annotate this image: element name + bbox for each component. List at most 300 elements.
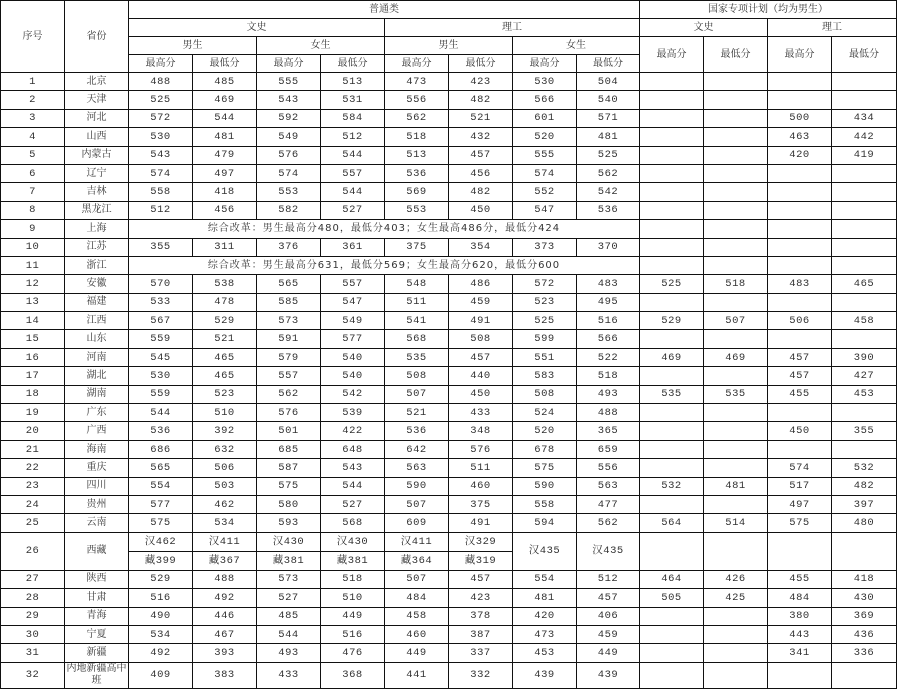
split-score: 汉411 [400, 535, 433, 548]
score-cell: 441 [385, 662, 449, 688]
header-arts-female: 女生 [257, 37, 385, 55]
row-number: 28 [1, 589, 65, 607]
header-min: 最低分 [193, 55, 257, 73]
row-number: 20 [1, 422, 65, 440]
special-score-cell: 380 [768, 607, 832, 625]
table-body [1, 73, 897, 689]
row-number: 11 [1, 256, 65, 274]
table-row [1, 293, 897, 311]
score-cell: 573 [257, 312, 321, 330]
score-cell: 590 [513, 477, 577, 495]
row-number: 24 [1, 495, 65, 513]
score-cell: 562 [577, 164, 640, 182]
score-cell: 545 [129, 348, 193, 366]
score-cell: 439 [577, 662, 640, 688]
province-name: 西藏 [65, 532, 129, 570]
special-score-cell [832, 662, 897, 688]
province-name: 甘肃 [65, 589, 129, 607]
score-cell: 574 [257, 164, 321, 182]
score-cell: 648 [321, 440, 385, 458]
score-cell: 522 [577, 348, 640, 366]
score-cell: 409 [129, 662, 193, 688]
special-score-cell: 505 [640, 589, 704, 607]
score-cell: 450 [449, 201, 513, 219]
row-number: 4 [1, 128, 65, 146]
special-score-cell [640, 183, 704, 201]
score-cell: 491 [449, 514, 513, 532]
table-row [1, 459, 897, 477]
score-cell: 536 [129, 422, 193, 440]
special-score-cell: 336 [832, 644, 897, 662]
score-cell: 332 [449, 662, 513, 688]
score-cell: 685 [257, 440, 321, 458]
special-score-cell [768, 164, 832, 182]
score-cell: 507 [385, 570, 449, 588]
score-cell: 439 [513, 662, 577, 688]
score-cell: 510 [193, 404, 257, 422]
score-cell: 543 [257, 91, 321, 109]
score-cell: 547 [321, 293, 385, 311]
special-score-cell [704, 367, 768, 385]
special-score-cell: 575 [768, 514, 832, 532]
split-score: 汉462 [144, 535, 177, 548]
table-row [1, 422, 897, 440]
score-cell: 562 [257, 385, 321, 403]
header-special-arts-max: 最高分 [640, 37, 704, 73]
score-cell: 311 [193, 238, 257, 256]
special-score-cell [704, 644, 768, 662]
score-cell: 457 [449, 570, 513, 588]
header-special-arts-min: 最低分 [704, 37, 768, 73]
score-cell: 543 [321, 459, 385, 477]
score-cell: 488 [129, 73, 193, 91]
special-score-cell: 482 [832, 477, 897, 495]
row-number: 27 [1, 570, 65, 588]
header-special-arts: 文史 [640, 19, 768, 37]
score-cell: 481 [193, 128, 257, 146]
table-row [1, 183, 897, 201]
table-row [1, 385, 897, 403]
score-cell: 376 [257, 238, 321, 256]
table-row [1, 109, 897, 127]
score-cell: 378 [449, 607, 513, 625]
score-cell: 642 [385, 440, 449, 458]
score-cell: 520 [513, 128, 577, 146]
score-cell: 552 [513, 183, 577, 201]
score-cell: 423 [449, 589, 513, 607]
table-row [1, 348, 897, 366]
special-score-cell [640, 404, 704, 422]
split-score: 汉430 [336, 535, 369, 548]
score-cell: 544 [129, 404, 193, 422]
table-row [1, 440, 897, 458]
score-cell: 457 [449, 146, 513, 164]
header-arts-male: 男生 [129, 37, 257, 55]
score-cell: 495 [577, 293, 640, 311]
special-score-cell [640, 109, 704, 127]
special-score-cell [704, 146, 768, 164]
score-cell: 512 [129, 201, 193, 219]
score-cell: 587 [257, 459, 321, 477]
score-cell: 482 [449, 183, 513, 201]
score-cell: 365 [577, 422, 640, 440]
special-score-cell [768, 532, 832, 570]
table-row [1, 662, 897, 688]
score-cell: 478 [193, 293, 257, 311]
score-cell: 535 [385, 348, 449, 366]
header-science-male: 男生 [385, 37, 513, 55]
score-cell: 533 [129, 293, 193, 311]
special-score-cell [768, 440, 832, 458]
table-row [1, 220, 897, 238]
score-cell: 518 [577, 367, 640, 385]
score-cell: 525 [129, 91, 193, 109]
split-score: 藏367 [193, 551, 256, 570]
special-score-cell [832, 440, 897, 458]
score-cell: 465 [193, 367, 257, 385]
row-number: 6 [1, 164, 65, 182]
special-score-cell [640, 662, 704, 688]
score-cell: 530 [513, 73, 577, 91]
score-cell: 481 [513, 589, 577, 607]
score-cell: 574 [129, 164, 193, 182]
score-cell: 575 [257, 477, 321, 495]
score-cell: 456 [449, 164, 513, 182]
score-cell: 582 [257, 201, 321, 219]
special-score-cell [832, 256, 897, 274]
score-cell: 565 [129, 459, 193, 477]
table-row [1, 477, 897, 495]
score-cell: 433 [257, 662, 321, 688]
special-score-cell [832, 91, 897, 109]
special-score-cell: 436 [832, 625, 897, 643]
score-cell: 523 [513, 293, 577, 311]
special-score-cell: 507 [704, 312, 768, 330]
special-score-cell [704, 607, 768, 625]
split-score: 藏381 [257, 551, 320, 570]
score-cell: 557 [321, 164, 385, 182]
score-cell: 536 [577, 201, 640, 219]
score-cell: 576 [257, 404, 321, 422]
score-cell: 432 [449, 128, 513, 146]
score-cell: 460 [449, 477, 513, 495]
province-name: 上海 [65, 220, 129, 238]
special-score-cell: 518 [704, 275, 768, 293]
score-cell: 576 [257, 146, 321, 164]
score-cell: 527 [257, 589, 321, 607]
score-cell: 508 [449, 330, 513, 348]
score-cell: 508 [385, 367, 449, 385]
score-cell: 516 [129, 589, 193, 607]
score-cell: 584 [321, 109, 385, 127]
special-score-cell [704, 73, 768, 91]
score-cell: 511 [385, 293, 449, 311]
header-special-science: 理工 [768, 19, 897, 37]
score-cell: 476 [321, 644, 385, 662]
province-name: 广西 [65, 422, 129, 440]
special-score-cell [640, 459, 704, 477]
score-cell: 491 [449, 312, 513, 330]
special-score-cell [768, 662, 832, 688]
score-cell: 457 [577, 589, 640, 607]
score-cell: 539 [321, 404, 385, 422]
province-name: 海南 [65, 440, 129, 458]
row-number: 23 [1, 477, 65, 495]
row-number: 10 [1, 238, 65, 256]
special-score-cell: 341 [768, 644, 832, 662]
score-cell: 523 [193, 385, 257, 403]
special-score-cell: 450 [768, 422, 832, 440]
score-cell: 348 [449, 422, 513, 440]
score-cell: 423 [449, 73, 513, 91]
special-score-cell [640, 367, 704, 385]
score-cell: 375 [449, 495, 513, 513]
score-cell: 592 [257, 109, 321, 127]
score-cell: 449 [321, 607, 385, 625]
split-score-cell [577, 532, 640, 570]
score-cell: 460 [385, 625, 449, 643]
reform-note: 综合改革：男生最高分480，最低分403；女生最高486分，最低分424 [129, 220, 640, 238]
score-cell: 569 [385, 183, 449, 201]
score-cell: 568 [385, 330, 449, 348]
score-cell: 591 [257, 330, 321, 348]
score-cell: 373 [513, 238, 577, 256]
special-score-cell [768, 183, 832, 201]
header-min: 最低分 [321, 55, 385, 73]
special-score-cell [704, 495, 768, 513]
special-score-cell [768, 201, 832, 219]
special-score-cell: 369 [832, 607, 897, 625]
special-score-cell: 426 [704, 570, 768, 588]
score-cell: 511 [449, 459, 513, 477]
special-score-cell [832, 183, 897, 201]
special-score-cell: 442 [832, 128, 897, 146]
score-cell: 555 [513, 146, 577, 164]
split-score: 汉435 [592, 545, 624, 558]
special-score-cell [768, 73, 832, 91]
split-score-cell [449, 532, 513, 570]
row-number: 9 [1, 220, 65, 238]
special-score-cell: 457 [768, 367, 832, 385]
score-cell: 406 [577, 607, 640, 625]
split-score: 汉411 [208, 535, 241, 548]
row-number: 14 [1, 312, 65, 330]
score-cell: 585 [257, 293, 321, 311]
score-cell: 544 [321, 183, 385, 201]
table-row [1, 625, 897, 643]
special-score-cell [832, 73, 897, 91]
special-score-cell [704, 91, 768, 109]
special-score-cell [704, 220, 768, 238]
table-row [1, 644, 897, 662]
score-cell: 530 [129, 367, 193, 385]
score-cell: 575 [129, 514, 193, 532]
score-cell: 659 [577, 440, 640, 458]
score-cell: 525 [577, 146, 640, 164]
special-score-cell: 525 [640, 275, 704, 293]
row-number: 29 [1, 607, 65, 625]
province-name: 河北 [65, 109, 129, 127]
score-cell: 529 [193, 312, 257, 330]
score-cell: 485 [257, 607, 321, 625]
score-cell: 418 [193, 183, 257, 201]
header-no: 序号 [1, 1, 65, 73]
table-row [1, 367, 897, 385]
header-max: 最高分 [129, 55, 193, 73]
row-number: 8 [1, 201, 65, 219]
row-number: 13 [1, 293, 65, 311]
table-row [1, 128, 897, 146]
split-score: 汉329 [464, 535, 497, 548]
score-cell: 459 [577, 625, 640, 643]
score-cell: 510 [321, 589, 385, 607]
score-cell: 573 [257, 570, 321, 588]
score-cell: 457 [449, 348, 513, 366]
table-row [1, 607, 897, 625]
score-cell: 580 [257, 495, 321, 513]
header-special-science-max: 最高分 [768, 37, 832, 73]
row-number: 5 [1, 146, 65, 164]
row-number: 32 [1, 662, 65, 688]
special-score-cell [640, 495, 704, 513]
row-number: 2 [1, 91, 65, 109]
score-cell: 484 [385, 589, 449, 607]
score-cell: 465 [193, 348, 257, 366]
score-cell: 383 [193, 662, 257, 688]
score-cell: 456 [193, 201, 257, 219]
score-cell: 473 [385, 73, 449, 91]
score-cell: 555 [257, 73, 321, 91]
score-cell: 518 [321, 570, 385, 588]
score-cell: 544 [321, 146, 385, 164]
score-cell: 503 [193, 477, 257, 495]
table-row [1, 256, 897, 274]
row-number: 26 [1, 532, 65, 570]
table-row [1, 146, 897, 164]
score-cell: 590 [385, 477, 449, 495]
score-cell: 493 [577, 385, 640, 403]
special-score-cell [704, 128, 768, 146]
score-cell: 544 [257, 625, 321, 643]
province-name: 广东 [65, 404, 129, 422]
score-cell: 513 [385, 146, 449, 164]
score-cell: 467 [193, 625, 257, 643]
score-cell: 541 [385, 312, 449, 330]
score-cell: 516 [321, 625, 385, 643]
row-number: 16 [1, 348, 65, 366]
score-cell: 557 [257, 367, 321, 385]
table-row [1, 589, 897, 607]
table-row [1, 312, 897, 330]
special-score-cell [640, 164, 704, 182]
special-score-cell: 469 [704, 348, 768, 366]
row-number: 12 [1, 275, 65, 293]
table-row [1, 91, 897, 109]
score-cell: 554 [513, 570, 577, 588]
split-score: 藏381 [321, 551, 384, 570]
special-score-cell [704, 201, 768, 219]
special-score-cell [832, 201, 897, 219]
province-name: 吉林 [65, 183, 129, 201]
header-regular-science: 理工 [385, 19, 640, 37]
score-cell: 477 [577, 495, 640, 513]
split-score: 藏364 [385, 551, 448, 570]
special-score-cell [704, 164, 768, 182]
score-cell: 572 [129, 109, 193, 127]
table-row [1, 514, 897, 532]
table-row [1, 570, 897, 588]
split-score-cell [193, 532, 257, 570]
score-cell: 558 [129, 183, 193, 201]
row-number: 21 [1, 440, 65, 458]
score-cell: 497 [193, 164, 257, 182]
special-score-cell: 458 [832, 312, 897, 330]
special-score-cell [832, 164, 897, 182]
score-cell: 507 [385, 495, 449, 513]
special-score-cell [640, 607, 704, 625]
row-number: 15 [1, 330, 65, 348]
score-cell: 469 [193, 91, 257, 109]
row-number: 1 [1, 73, 65, 91]
province-name: 内蒙古 [65, 146, 129, 164]
header-min: 最低分 [449, 55, 513, 73]
province-name: 天津 [65, 91, 129, 109]
score-cell: 609 [385, 514, 449, 532]
special-score-cell: 564 [640, 514, 704, 532]
score-cell: 446 [193, 607, 257, 625]
special-score-cell [704, 662, 768, 688]
score-cell: 337 [449, 644, 513, 662]
special-score-cell [704, 183, 768, 201]
special-score-cell [768, 238, 832, 256]
score-cell: 506 [193, 459, 257, 477]
split-score-cell [321, 532, 385, 570]
score-cell: 529 [129, 570, 193, 588]
row-number: 7 [1, 183, 65, 201]
score-cell: 536 [385, 164, 449, 182]
score-cell: 553 [257, 183, 321, 201]
split-score: 汉435 [528, 545, 561, 558]
score-cell: 568 [321, 514, 385, 532]
special-score-cell: 397 [832, 495, 897, 513]
score-cell: 387 [449, 625, 513, 643]
special-score-cell: 500 [768, 109, 832, 127]
special-score-cell: 430 [832, 589, 897, 607]
score-cell: 521 [193, 330, 257, 348]
special-score-cell: 427 [832, 367, 897, 385]
special-score-cell [640, 73, 704, 91]
score-cell: 557 [321, 275, 385, 293]
header-regular: 普通类 [129, 1, 640, 19]
score-cell: 504 [577, 73, 640, 91]
province-name: 云南 [65, 514, 129, 532]
score-cell: 593 [257, 514, 321, 532]
score-cell: 368 [321, 662, 385, 688]
special-score-cell: 497 [768, 495, 832, 513]
score-cell: 527 [321, 201, 385, 219]
special-score-cell: 480 [832, 514, 897, 532]
score-cell: 542 [577, 183, 640, 201]
score-cell: 553 [385, 201, 449, 219]
score-cell: 482 [449, 91, 513, 109]
score-cell: 540 [321, 348, 385, 366]
special-score-cell: 535 [704, 385, 768, 403]
special-score-cell: 419 [832, 146, 897, 164]
special-score-cell: 532 [832, 459, 897, 477]
score-cell: 521 [385, 404, 449, 422]
reform-note: 综合改革：男生最高分631，最低分569；女生最高分620，最低分600 [129, 256, 640, 274]
special-score-cell [832, 293, 897, 311]
